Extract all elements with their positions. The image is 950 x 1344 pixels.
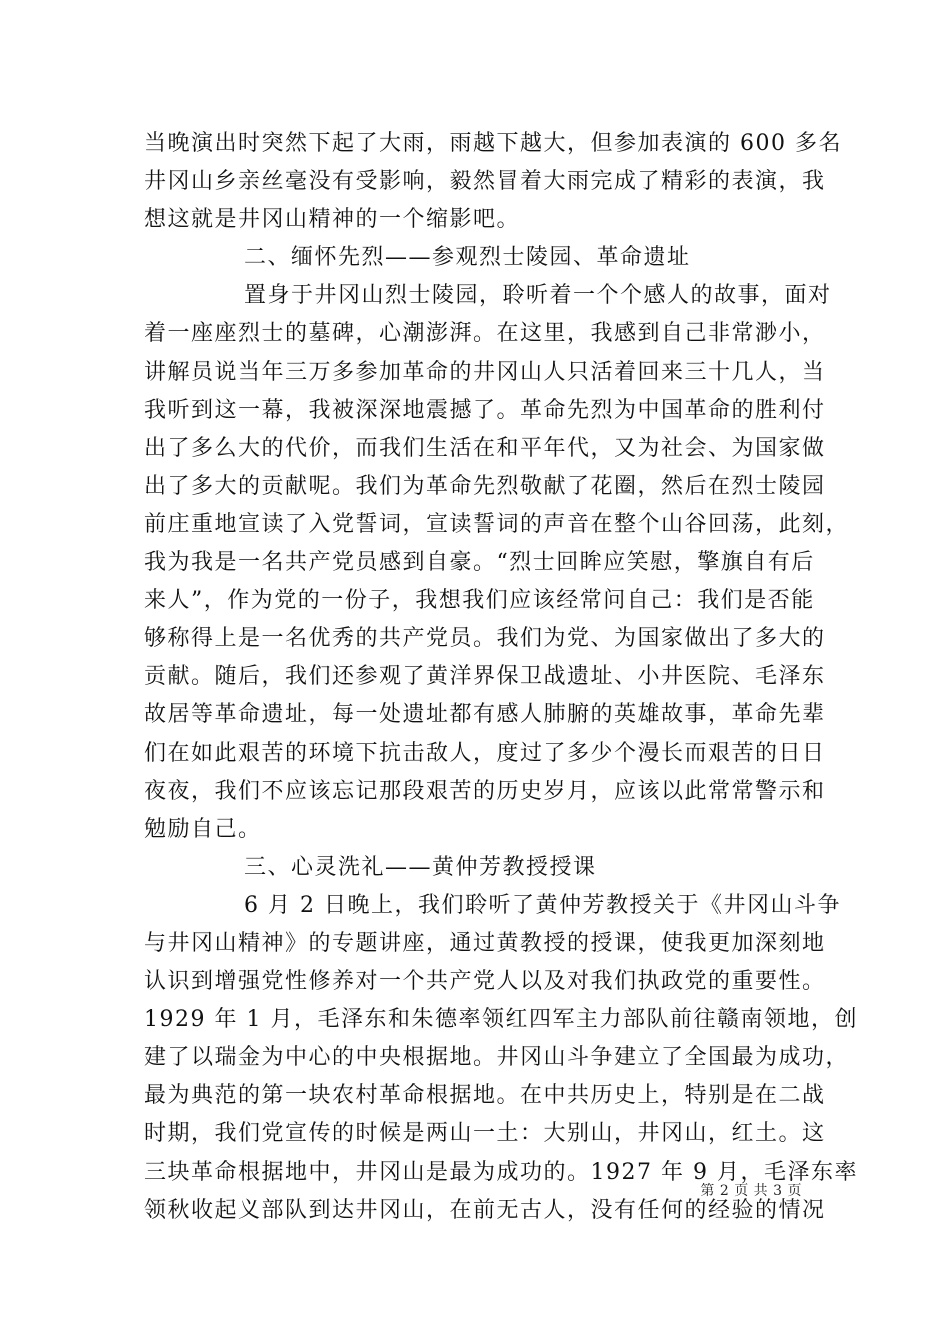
text-line: 建了以瑞金为中心的中央根据地。井冈山斗争建立了全国最为成功， bbox=[144, 1045, 850, 1071]
text-line: 够称得上是一名优秀的共产党员。我们为党、为国家做出了多大的 bbox=[144, 626, 826, 652]
page-number-footer: 第 2 页 共 3 页 bbox=[700, 1183, 802, 1199]
text-line: 出了多么大的代价，而我们生活在和平年代，又为社会、为国家做 bbox=[144, 435, 826, 461]
text-line: 想这就是井冈山精神的一个缩影吧。 bbox=[144, 207, 521, 233]
text-line: 井冈山乡亲丝毫没有受影响，毅然冒着大雨完成了精彩的表演，我 bbox=[144, 169, 826, 195]
text-line: 讲解员说当年三万多参加革命的井冈山人只活着回来三十几人，当 bbox=[144, 359, 826, 385]
document-body bbox=[144, 125, 858, 1230]
text-line: 勉励自己。 bbox=[144, 816, 262, 842]
text-line: 与井冈山精神》的专题讲座，通过黄教授的授课，使我更加深刻地 bbox=[144, 930, 826, 956]
text-line: 最为典范的第一块农村革命根据地。在中共历史上，特别是在二战 bbox=[144, 1083, 826, 1109]
text-line: 们在如此艰苦的环境下抗击敌人，度过了多少个漫长而艰苦的日日 bbox=[144, 740, 826, 766]
text-line: 领秋收起义部队到达井冈山，在前无古人，没有任何的经验的情况 bbox=[144, 1197, 826, 1223]
text-line: 时期，我们党宣传的时候是两山一土：大别山，井冈山，红土。这 bbox=[144, 1121, 826, 1147]
text-line: 故居等革命遗址，每一处遗址都有感人肺腑的英雄故事，革命先辈 bbox=[144, 702, 826, 728]
text-line: 夜夜，我们不应该忘记那段艰苦的历史岁月，应该以此常常警示和 bbox=[144, 778, 826, 804]
text-line: 着一座座烈士的墓碑，心潮澎湃。在这里，我感到自己非常渺小， bbox=[144, 321, 826, 347]
text-line: 出了多大的贡献呢。我们为革命先烈敬献了花圈，然后在烈士陵园 bbox=[144, 473, 826, 499]
text-line: 当晚演出时突然下起了大雨，雨越下越大，但参加表演的 600 多名 bbox=[144, 131, 842, 156]
text-line: 认识到增强党性修养对一个共产党人以及对我们执政党的重要性。 bbox=[144, 969, 826, 995]
text-line: 6 月 2 日晚上，我们聆听了黄仲芳教授关于《井冈山斗争 bbox=[244, 892, 841, 918]
text-line: 1929 年 1 月，毛泽东和朱德率领红四军主力部队前往赣南领地，创 bbox=[144, 1007, 858, 1033]
text-line: 贡献。随后，我们还参观了黄洋界保卫战遗址、小井医院、毛泽东 bbox=[144, 664, 826, 690]
text-line: 来人”，作为党的一份子，我想我们应该经常问自己：我们是否能 bbox=[144, 588, 815, 614]
text-line: 置身于井冈山烈士陵园，聆听着一个个感人的故事，面对 bbox=[244, 283, 832, 309]
text-line: 三块革命根据地中，井冈山是最为成功的。1927 年 9 月，毛泽东率 bbox=[144, 1159, 858, 1185]
text-line: 三、心灵洗礼——黄仲芳教授授课 bbox=[244, 854, 597, 880]
text-line: 前庄重地宣读了入党誓词，宣读誓词的声音在整个山谷回荡，此刻， bbox=[144, 511, 850, 537]
text-line: 我听到这一幕，我被深深地震撼了。革命先烈为中国革命的胜利付 bbox=[144, 397, 826, 423]
text-line: 二、缅怀先烈——参观烈士陵园、革命遗址 bbox=[244, 245, 691, 271]
text-line: 我为我是一名共产党员感到自豪。“烈士回眸应笑慰，擎旗自有后 bbox=[144, 550, 815, 576]
